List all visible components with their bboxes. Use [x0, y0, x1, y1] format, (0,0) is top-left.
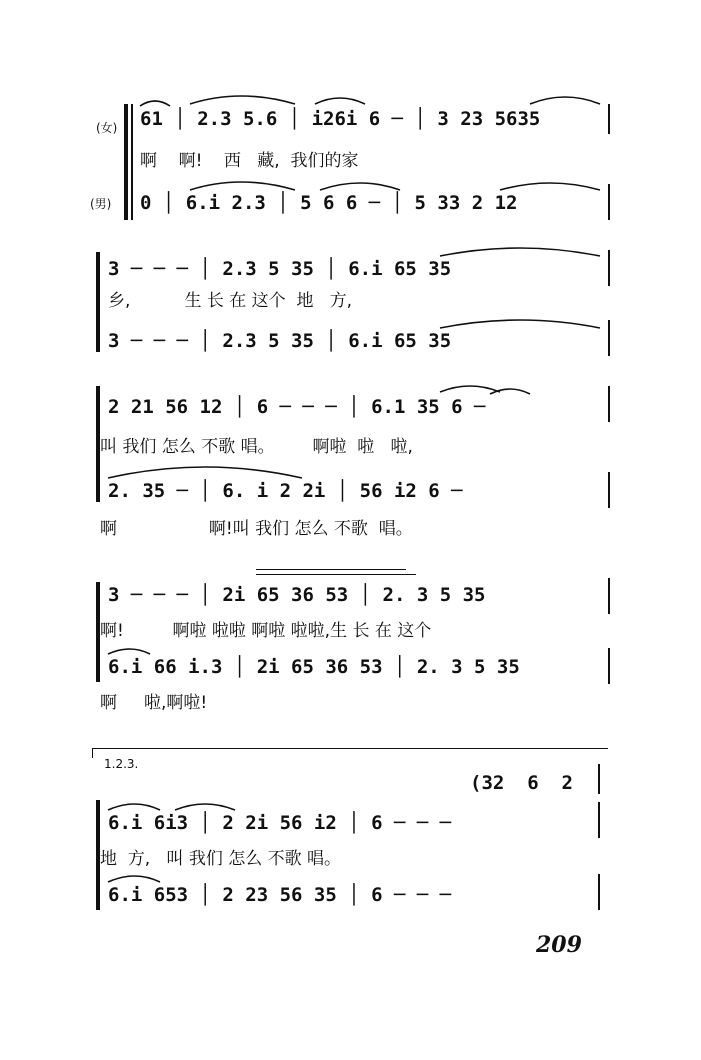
male-notation: 3 ─ ─ ─ │ 2.3 5 35 │ 6.i 65 35 [108, 330, 452, 352]
page-number: 209 [536, 932, 582, 958]
male-lyrics: 啊 啦,啊啦! [100, 693, 208, 713]
male-lyrics: 啊 啊!叫 我们 怎么 不歌 唱。 [100, 519, 413, 539]
male-notation: 2. 35 ─ │ 6. i 2 2i │ 56 i2 6 ─ [108, 480, 463, 502]
female-notation: 6.i 6i3 │ 2 2i 56 i2 │ 6 ─ ─ ─ [108, 812, 452, 834]
female-notation: 3 ─ ─ ─ │ 2i 65 36 53 │ 2. 3 5 35 [108, 584, 486, 606]
female-lyrics: 叫 我们 怎么 不歌 唱。 啊啦 啦 啦, [100, 437, 413, 457]
female-notation: 2 21 56 12 │ 6 ─ ─ ─ │ 6.1 35 6 ─ [108, 396, 486, 418]
female-lyrics: 乡, 生 长 在 这个 地 方, [108, 291, 353, 311]
volta-label: 1.2.3. [104, 757, 139, 771]
male-notation: 0 │ 6.i 2.3 │ 5 6 6 ─ │ 5 33 2 12 [140, 192, 518, 214]
interlude-notation: (32 6 2 [470, 772, 573, 794]
male-voice-label: (男) [90, 197, 112, 211]
female-notation: 3 ─ ─ ─ │ 2.3 5 35 │ 6.i 65 35 [108, 258, 452, 280]
male-notation: 6.i 66 i.3 │ 2i 65 36 53 │ 2. 3 5 35 [108, 656, 520, 678]
female-lyrics: 地 方, 叫 我们 怎么 不歌 唱。 [100, 849, 342, 869]
female-lyrics: 啊 啊! 西 藏, 我们的家 [140, 151, 359, 171]
female-lyrics: 啊! 啊啦 啦啦 啊啦 啦啦,生 长 在 这个 [100, 621, 432, 641]
female-notation: 61 │ 2.3 5.6 │ i26i 6 ─ │ 3 23 5635 [140, 108, 541, 130]
female-voice-label: (女) [96, 121, 118, 135]
male-notation: 6.i 653 │ 2 23 56 35 │ 6 ─ ─ ─ [108, 884, 452, 906]
